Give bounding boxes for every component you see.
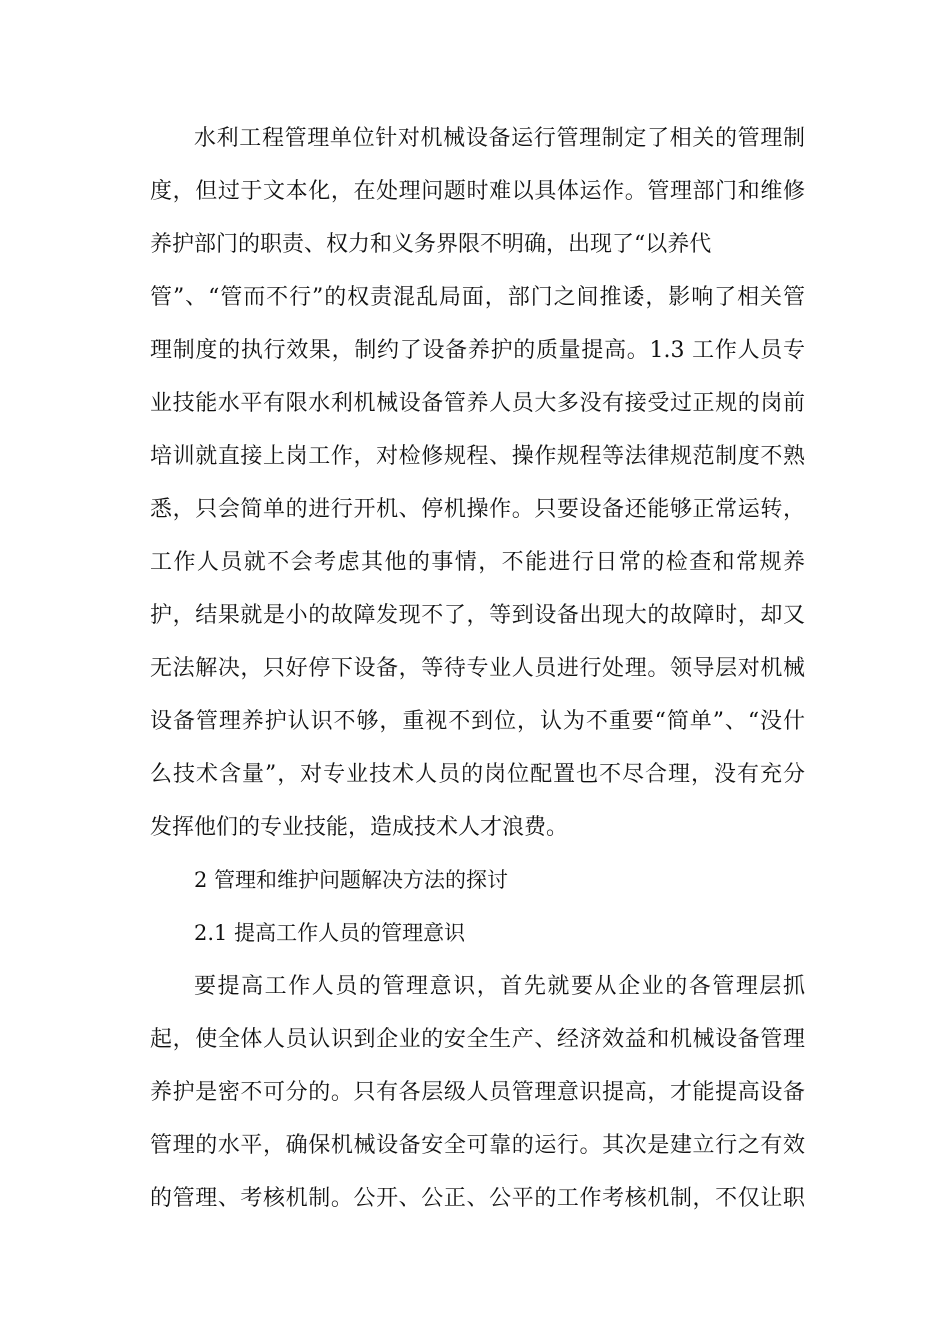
section-heading: 2 管理和维护问题解决方法的探讨	[194, 868, 509, 892]
paragraph-1	[150, 112, 805, 854]
paragraph-line: 起，使全体人员认识到企业的安全生产、经济效益和机械设备管理	[150, 1027, 805, 1052]
paragraph-line: 的管理、考核机制。公开、公正、公平的工作考核机制，不仅让职	[150, 1186, 805, 1211]
paragraph-2	[150, 960, 805, 1225]
paragraph-line: 理制度的执行效果，制约了设备养护的质量提高。1.3 工作人员专	[150, 338, 805, 363]
paragraph-line: 要提高工作人员的管理意识，首先就要从企业的各管理层抓	[194, 974, 805, 999]
paragraph-line: 管理的水平，确保机械设备安全可靠的运行。其次是建立行之有效	[150, 1133, 805, 1158]
paragraph-line: 养护是密不可分的。只有各层级人员管理意识提高，才能提高设备	[150, 1080, 805, 1105]
paragraph-line: 发挥他们的专业技能，造成技术人才浪费。	[150, 815, 569, 840]
paragraph-line: 培训就直接上岗工作，对检修规程、操作规程等法律规范制度不熟	[150, 444, 805, 469]
paragraph-line: 悉，只会简单的进行开机、停机操作。只要设备还能够正常运转，	[150, 497, 805, 522]
paragraph-line: 设备管理养护认识不够，重视不到位，认为不重要“简单”、“没什	[150, 709, 805, 734]
paragraph-line: 工作人员就不会考虑其他的事情，不能进行日常的检查和常规养	[150, 550, 805, 575]
paragraph-line: 么技术含量”，对专业技术人员的岗位配置也不尽合理，没有充分	[150, 762, 805, 787]
paragraph-line: 业技能水平有限水利机械设备管养人员大多没有接受过正规的岗前	[150, 391, 805, 416]
document-body	[150, 112, 805, 1225]
subsection-heading: 2.1 提高工作人员的管理意识	[194, 921, 466, 945]
paragraph-line: 无法解决，只好停下设备，等待专业人员进行处理。领导层对机械	[150, 656, 805, 681]
paragraph-line: 护，结果就是小的故障发现不了，等到设备出现大的故障时，却又	[150, 603, 805, 628]
paragraph-line: 养护部门的职责、权力和义务界限不明确，出现了“以养代	[150, 232, 712, 257]
paragraph-line: 水利工程管理单位针对机械设备运行管理制定了相关的管理制	[194, 126, 805, 151]
paragraph-line: 度，但过于文本化，在处理问题时难以具体运作。管理部门和维修	[150, 179, 805, 204]
paragraph-line: 管”、“管而不行”的权责混乱局面，部门之间推诿，影响了相关管	[150, 285, 805, 310]
